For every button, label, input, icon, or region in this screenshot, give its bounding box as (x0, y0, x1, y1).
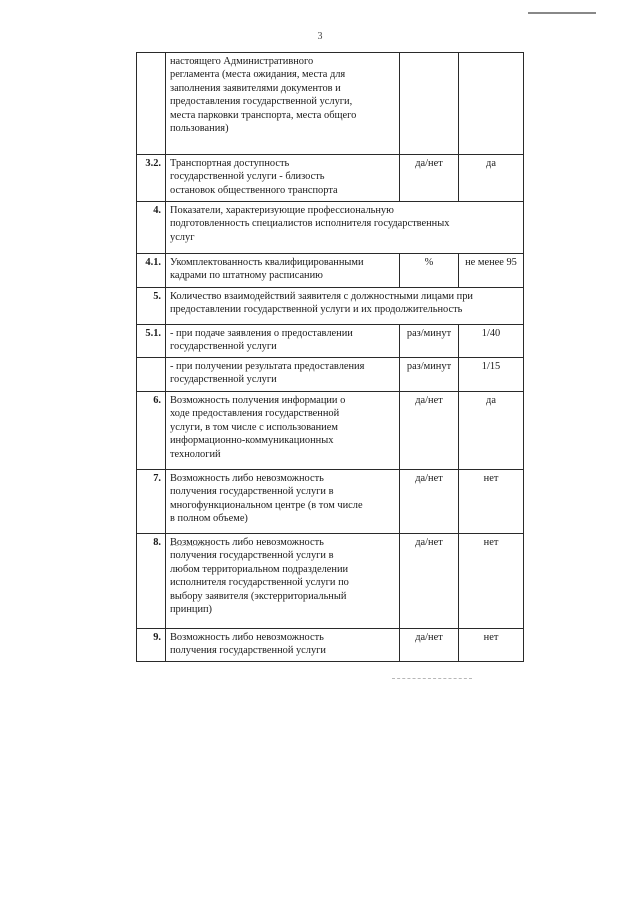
row-number: 4. (137, 202, 166, 254)
table-row (137, 288, 524, 325)
row-description: Транспортная доступность государственной услуги - близость остановок общественного транспорта (166, 155, 400, 202)
table-row (137, 470, 524, 534)
row-number (137, 53, 166, 155)
row-number: 8. (137, 534, 166, 629)
section-heading: Показатели, характеризующие профессиональную подготовленность специалистов исполнителя государственных услуг (166, 202, 524, 254)
row-value: 1/40 (459, 325, 524, 358)
row-value: не менее 95 (459, 254, 524, 288)
page-number: 3 (317, 31, 323, 42)
row-description: настоящего Административного регламента (места ожидания, места для заполнения заявителями документов и предоставления государственной услуги, места парковки транспорта, места общего пользования) (166, 53, 400, 155)
row-number: 9. (137, 629, 166, 662)
row-value: нет (459, 470, 524, 534)
row-unit (400, 53, 459, 155)
row-unit: да/нет (400, 392, 459, 470)
row-unit: да/нет (400, 470, 459, 534)
row-description: Возможность либо невозможность получения государственной услуги в любом территориальном подразделении исполнителя государственной услуги по выбору заявителя (экстерриториальный принцип) (166, 534, 400, 629)
table-row (137, 202, 524, 254)
row-number: 5.1. (137, 325, 166, 358)
row-value: 1/15 (459, 358, 524, 392)
row-unit: раз/минут (400, 358, 459, 392)
row-unit: да/нет (400, 534, 459, 629)
table-row (137, 53, 524, 155)
scan-artifact (392, 678, 472, 680)
row-value: нет (459, 534, 524, 629)
row-number: 3.2. (137, 155, 166, 202)
scan-mark (528, 12, 596, 14)
row-value: да (459, 392, 524, 470)
row-number: 5. (137, 288, 166, 325)
indicators-table (136, 52, 524, 662)
table-row (137, 325, 524, 358)
row-number: 4.1. (137, 254, 166, 288)
row-description: Укомплектованность квалифицированными кадрами по штатному расписанию (166, 254, 400, 288)
row-description: Возможность либо невозможность получения государственной услуги (166, 629, 400, 662)
row-number: 7. (137, 470, 166, 534)
row-unit: % (400, 254, 459, 288)
row-number: 6. (137, 392, 166, 470)
row-description: - при подаче заявления о предоставлении государственной услуги (166, 325, 400, 358)
row-description: - при получении результата предоставления государственной услуги (166, 358, 400, 392)
scan-artifact (170, 545, 210, 547)
table-row (137, 392, 524, 470)
row-value (459, 53, 524, 155)
row-unit: да/нет (400, 155, 459, 202)
row-value: нет (459, 629, 524, 662)
table-row (137, 155, 524, 202)
section-heading: Количество взаимодействий заявителя с должностными лицами при предоставлении государственной услуги и их продолжительность (166, 288, 524, 325)
row-description: Возможность получения информации о ходе предоставления государственной услуги, в том числе с использованием информационно-коммуникационных технологий (166, 392, 400, 470)
row-value: да (459, 155, 524, 202)
table-row (137, 629, 524, 662)
table-row (137, 358, 524, 392)
row-unit: раз/минут (400, 325, 459, 358)
row-number (137, 358, 166, 392)
table-row (137, 254, 524, 288)
table-row (137, 534, 524, 629)
row-unit: да/нет (400, 629, 459, 662)
row-description: Возможность либо невозможность получения государственной услуги в многофункциональном центре (в том числе в полном объеме) (166, 470, 400, 534)
